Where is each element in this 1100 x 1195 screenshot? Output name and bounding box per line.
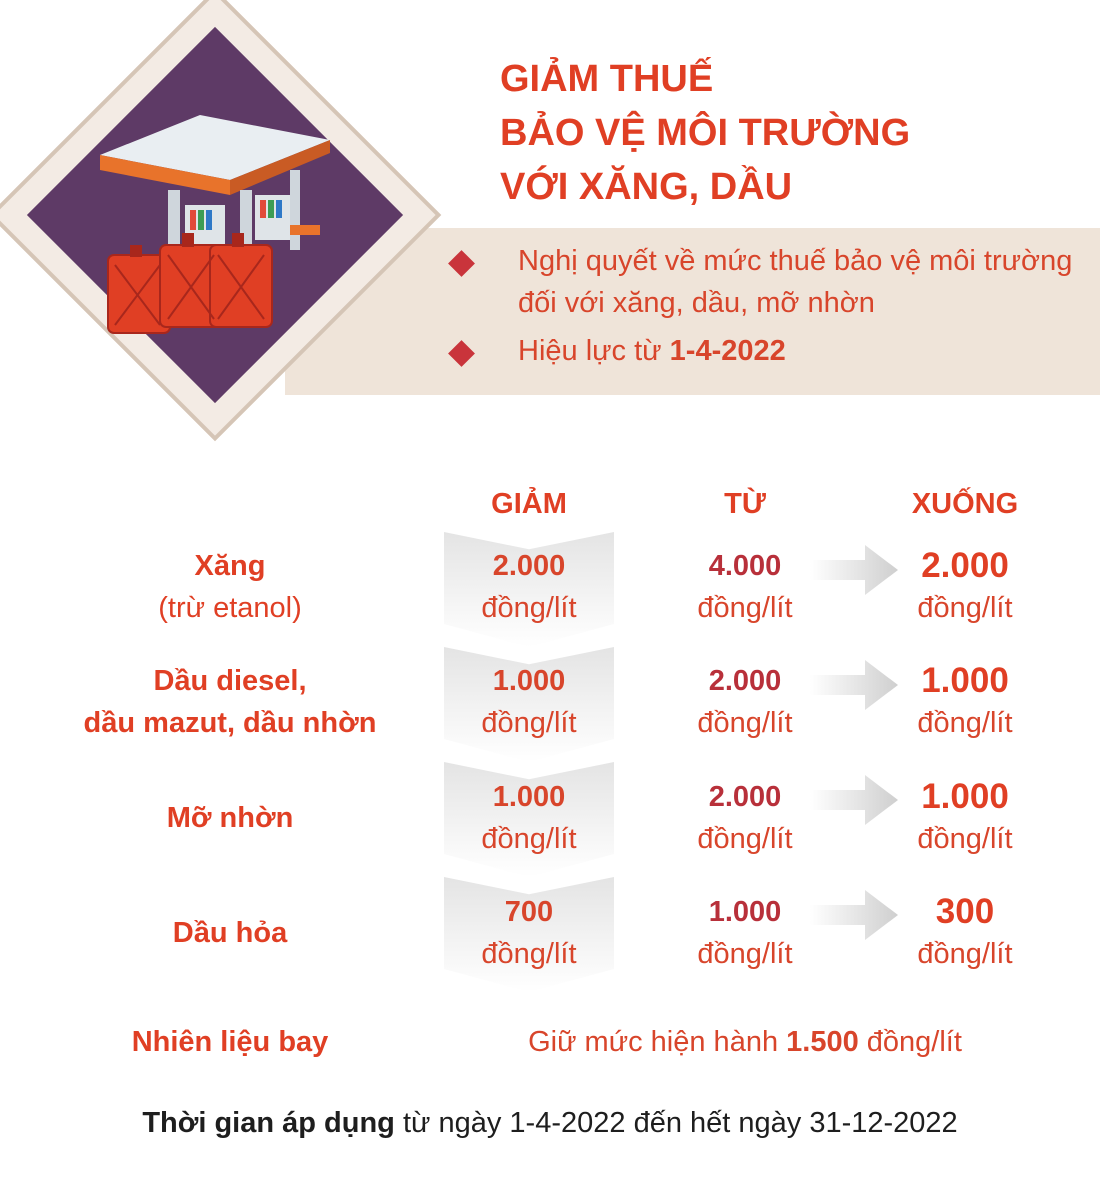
row-label-gasoline	[40, 545, 420, 629]
column-header-reduce: GIẢM	[491, 488, 567, 520]
reduce-value	[444, 891, 614, 975]
to-value	[880, 660, 1050, 744]
unit-label: đồng/lít	[917, 707, 1013, 739]
reduce-number: 2.000	[492, 550, 566, 582]
row-label-aviation-fuel: Nhiên liệu bay	[131, 1026, 329, 1058]
unit-label: đồng/lít	[917, 592, 1013, 624]
unit-label: đồng/lít	[481, 707, 577, 739]
footer-rest: từ ngày 1-4-2022 đến hết ngày 31-12-2022	[394, 1107, 958, 1139]
row-label-main: Mỡ nhờn	[166, 802, 294, 834]
column-header-from: TỪ	[724, 488, 766, 520]
reduce-number: 700	[504, 896, 554, 928]
to-number: 1.000	[921, 777, 1009, 816]
row-label-main: Xăng	[194, 550, 266, 582]
bullet-text-prefix: Hiệu lực từ	[518, 335, 670, 367]
from-value	[655, 545, 835, 629]
unit-label: đồng/lít	[697, 707, 793, 739]
unit-label: đồng/lít	[697, 823, 793, 855]
reduce-value	[444, 660, 614, 744]
to-number: 2.000	[921, 546, 1009, 585]
title-line-1: GIẢM THUẾ	[500, 58, 714, 100]
gas-station-jerrycans-icon	[90, 95, 350, 345]
from-number: 2.000	[708, 665, 782, 697]
from-number: 1.000	[708, 896, 782, 928]
unit-label: đồng/lít	[697, 592, 793, 624]
unit-label: đồng/lít	[481, 823, 577, 855]
unit-label: đồng/lít	[481, 592, 577, 624]
footer-bold: Thời gian áp dụng	[142, 1107, 395, 1139]
diamond-bullet-icon	[448, 340, 475, 367]
reduce-value	[444, 545, 614, 629]
from-value	[655, 660, 835, 744]
unit-label: đồng/lít	[481, 938, 577, 970]
row-label-grease	[40, 797, 420, 839]
bullet-list	[440, 240, 1090, 378]
column-header-to: XUỐNG	[911, 488, 1019, 520]
diamond-bullet-icon	[448, 250, 475, 277]
to-value	[880, 545, 1050, 629]
bullet-item-resolution	[440, 240, 1090, 324]
from-number: 2.000	[708, 781, 782, 813]
row-label-main: Dầu hỏa	[172, 917, 288, 949]
to-number: 1.000	[921, 661, 1009, 700]
effective-date: 1-4-2022	[669, 335, 786, 367]
unit-label: đồng/lít	[917, 938, 1013, 970]
unit-label: đồng/lít	[917, 823, 1013, 855]
from-value	[655, 891, 835, 975]
aviation-fuel-note	[460, 1026, 1030, 1059]
aviation-value: 1.500	[786, 1026, 859, 1058]
aviation-unit: đồng/lít	[858, 1026, 962, 1058]
reduce-number: 1.000	[492, 665, 566, 697]
row-label-diesel	[40, 660, 420, 744]
footer-note	[0, 1107, 1100, 1140]
to-value	[880, 891, 1050, 975]
from-value	[655, 776, 835, 860]
page-title	[500, 52, 1080, 214]
title-line-3: VỚI XĂNG, DẦU	[500, 166, 793, 208]
to-value	[880, 776, 1050, 860]
from-number: 4.000	[708, 550, 782, 582]
to-number: 300	[935, 892, 995, 931]
bullet-text: Nghị quyết về mức thuế bảo vệ môi trường đối với xăng, dầu, mỡ nhờn	[518, 245, 1073, 319]
row-label-sub: (trừ etanol)	[158, 592, 302, 624]
reduce-value	[444, 776, 614, 860]
row-label-kerosene	[40, 912, 420, 954]
aviation-prefix: Giữ mức hiện hành	[528, 1026, 787, 1058]
title-line-2: BẢO VỆ MÔI TRƯỜNG	[500, 112, 911, 154]
unit-label: đồng/lít	[697, 938, 793, 970]
row-label-main: Dầu diesel,	[153, 665, 307, 697]
row-label-sub: dầu mazut, dầu nhờn	[83, 707, 377, 739]
bullet-item-effective	[440, 330, 1090, 372]
reduce-number: 1.000	[492, 781, 566, 813]
